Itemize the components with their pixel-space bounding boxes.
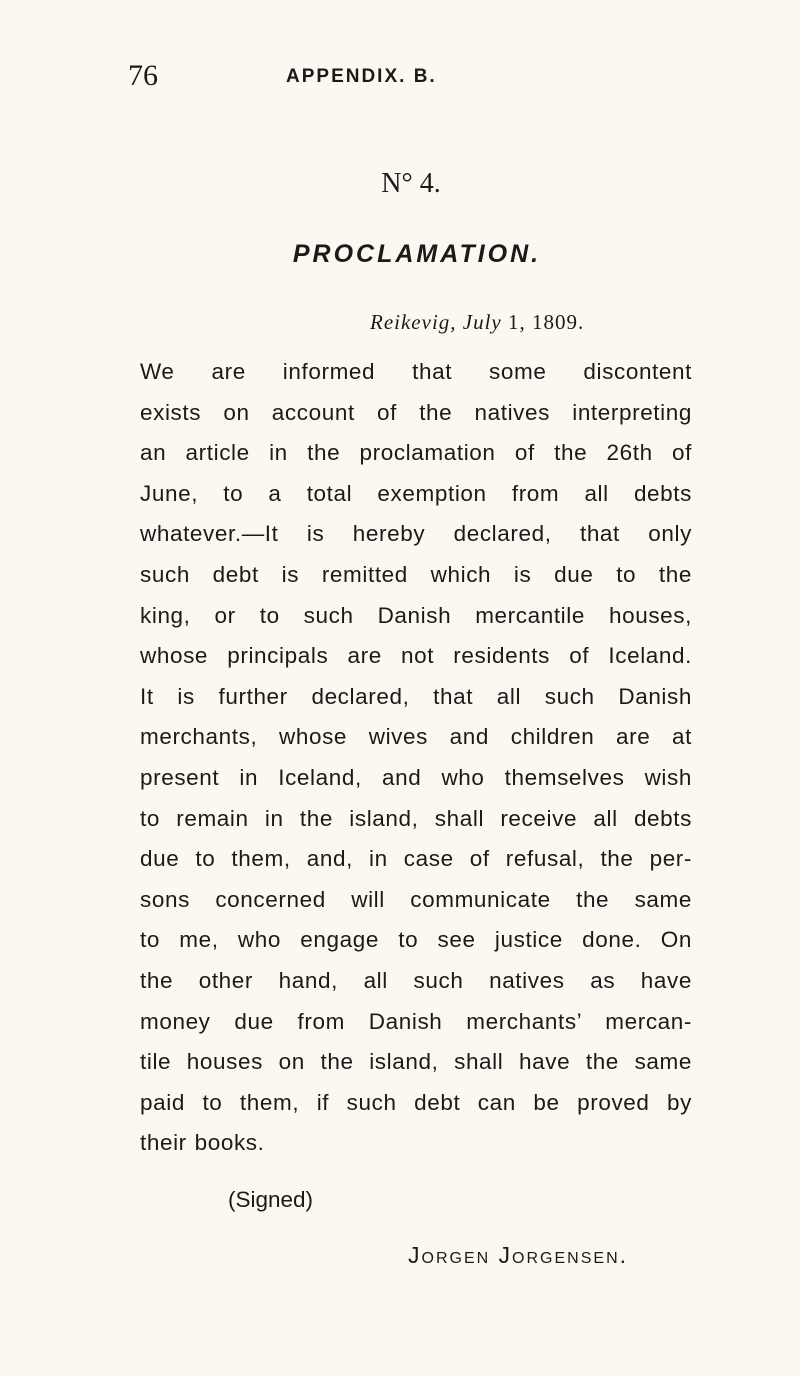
body-line: paid to them, if such debt can be proved by bbox=[140, 1089, 692, 1115]
page-number: 76 bbox=[128, 59, 158, 92]
body-line: money due from Danish merchants’ mercan- bbox=[140, 1008, 692, 1034]
document-title: PROCLAMATION. bbox=[292, 240, 542, 268]
dateline-day-year: 1, 1809. bbox=[501, 310, 585, 334]
body-line: June, to a total exemption from all debts bbox=[140, 480, 692, 506]
body-line: present in Iceland, and who themselves wish bbox=[140, 764, 692, 790]
body-line: merchants, whose wives and children are at bbox=[140, 724, 692, 750]
document-number: N° 4. bbox=[381, 168, 441, 199]
body-line: whatever.—It is hereby declared, that only bbox=[140, 521, 692, 547]
dateline-place-date: Reikevig, July bbox=[370, 310, 502, 334]
running-head bbox=[0, 58, 800, 98]
body-line: such debt is remitted which is due to the bbox=[140, 561, 692, 587]
proclamation-body bbox=[140, 352, 692, 1164]
body-line-last: their books. bbox=[140, 1130, 265, 1156]
body-line: due to them, and, in case of refusal, the per- bbox=[140, 846, 692, 872]
body-line: to remain in the island, shall receive all debts bbox=[140, 805, 692, 831]
body-line: exists on account of the natives interpreting bbox=[140, 399, 692, 425]
body-line: tile houses on the island, shall have the same bbox=[140, 1049, 692, 1075]
signed-label: (Signed) bbox=[228, 1187, 314, 1212]
body-line: the other hand, all such natives as have bbox=[140, 967, 692, 993]
body-line: whose principals are not residents of Iceland. bbox=[140, 643, 692, 669]
body-line: sons concerned will communicate the same bbox=[140, 886, 692, 912]
body-line: king, or to such Danish mercantile houses, bbox=[140, 602, 692, 628]
body-line: to me, who engage to see justice done. On bbox=[140, 927, 692, 953]
body-line: an article in the proclamation of the 26th of bbox=[140, 440, 692, 466]
dateline bbox=[370, 308, 584, 336]
body-line: It is further declared, that all such Danish bbox=[140, 683, 692, 709]
running-head-title: APPENDIX. B. bbox=[286, 66, 437, 87]
signatory-name: Jorgen Jorgensen. bbox=[408, 1242, 629, 1268]
body-line: We are informed that some discontent bbox=[140, 359, 692, 384]
